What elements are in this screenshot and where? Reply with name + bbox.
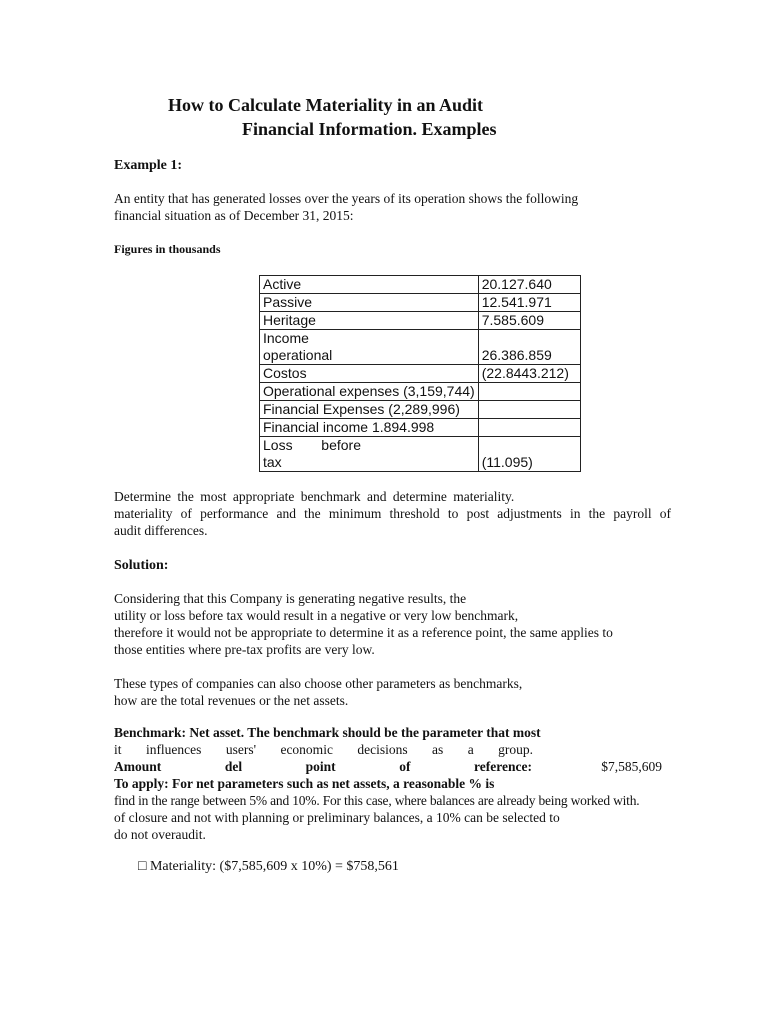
solution-line-3: therefore it would not be appropriate to determine it as a reference point, the same applies to xyxy=(114,625,613,640)
word: it xyxy=(114,742,122,757)
table-cell-value: (11.095) xyxy=(478,437,580,472)
table-cell-label xyxy=(260,330,479,365)
table-cell-label xyxy=(260,383,479,401)
table-cell-value: (22.8443.212) xyxy=(478,365,580,383)
determine-paragraph xyxy=(114,488,671,539)
table-cell-label: Heritage xyxy=(260,312,479,330)
table-cell-value xyxy=(478,419,580,437)
solution-line-4: those entities where pre-tax profits are very low. xyxy=(114,642,375,657)
determine-line-1: Determine the most appropriate benchmark and determine materiality. xyxy=(114,489,515,504)
example-heading: Example 1: xyxy=(114,158,183,173)
table-cell-value xyxy=(478,383,580,401)
intro-paragraph xyxy=(114,190,674,224)
solution-heading: Solution: xyxy=(114,558,169,573)
amount-reference-label xyxy=(114,758,532,775)
word: influences xyxy=(145,742,202,757)
intro-line-2: financial situation as of December 31, 2015: xyxy=(114,208,354,223)
solution-paragraph xyxy=(114,590,674,658)
table-cell-label xyxy=(260,419,479,437)
title-line-2: Financial Information. Examples xyxy=(242,119,497,139)
table-cell-value: 26.386.859 xyxy=(478,330,580,365)
table-row xyxy=(260,330,581,365)
table-cell-value: 7.585.609 xyxy=(478,312,580,330)
solution-line-1: Considering that this Company is generating negative results, the xyxy=(114,591,467,606)
table-cell-label xyxy=(260,437,479,472)
table-cell-overflow-text: Operational expenses (3,159,744) xyxy=(263,383,475,399)
table-cell-overflow-text: Financial income 1.894.998 xyxy=(263,419,435,435)
word: Amount xyxy=(114,759,162,774)
benchmark-line: Benchmark: Net asset. The benchmark should be the parameter that most xyxy=(114,725,541,740)
table-cell-value: 12.541.971 xyxy=(478,294,580,312)
word: of xyxy=(399,759,411,774)
amount-reference-value: $7,585,609 xyxy=(601,759,662,774)
table-row xyxy=(260,419,581,437)
word: decisions xyxy=(357,742,408,757)
table-cell-label xyxy=(260,401,479,419)
word: del xyxy=(224,759,243,774)
overaudit-line: do not overaudit. xyxy=(114,827,206,842)
table-cell-label-line: Income xyxy=(263,330,309,346)
word: economic xyxy=(280,742,333,757)
table-cell-label-line xyxy=(263,437,361,454)
intro-line-1: An entity that has generated losses over the years of its operation shows the following xyxy=(114,191,579,206)
table-cell-value: 20.127.640 xyxy=(478,276,580,294)
title-line-1: How to Calculate Materiality in an Audit xyxy=(168,95,483,115)
closure-line: of closure and not with planning or preliminary balances, a 10% can be selected to xyxy=(114,810,560,825)
apply-line: To apply: For net parameters such as net assets, a reasonable % is xyxy=(114,776,495,791)
table-cell-value xyxy=(478,401,580,419)
table-row xyxy=(260,365,581,383)
table-cell-label-line: tax xyxy=(263,454,282,470)
benchmark-block xyxy=(114,724,694,843)
table-cell-label: Costos xyxy=(260,365,479,383)
table-cell-word: before xyxy=(321,437,361,453)
table-row xyxy=(260,401,581,419)
determine-line-2: materiality of performance and the minimum threshold to post adjustments in the payroll of xyxy=(114,506,671,521)
financial-table xyxy=(259,275,581,472)
word: a xyxy=(467,742,474,757)
table-row xyxy=(260,294,581,312)
word: point xyxy=(305,759,336,774)
figures-note: Figures in thousands xyxy=(114,242,221,256)
word: group. xyxy=(498,742,533,757)
materiality-result: □ Materiality: ($7,585,609 x 10%) = $758,561 xyxy=(138,859,399,874)
table-row xyxy=(260,437,581,472)
table-cell-label: Active xyxy=(260,276,479,294)
types-paragraph xyxy=(114,675,674,709)
benchmark-influence-line xyxy=(114,741,533,758)
table-row xyxy=(260,383,581,401)
word: reference: xyxy=(473,759,532,774)
table-row xyxy=(260,312,581,330)
types-line-2: how are the total revenues or the net assets. xyxy=(114,693,349,708)
table-cell-label: Passive xyxy=(260,294,479,312)
table-cell-word: Loss xyxy=(263,437,293,453)
amount-reference-line xyxy=(114,758,662,775)
types-line-1: These types of companies can also choose other parameters as benchmarks, xyxy=(114,676,523,691)
table-row xyxy=(260,276,581,294)
solution-line-2: utility or loss before tax would result in a negative or very low benchmark, xyxy=(114,608,519,623)
word: users' xyxy=(225,742,257,757)
determine-line-3: audit differences. xyxy=(114,523,208,538)
word: as xyxy=(432,742,444,757)
table-cell-label-line: operational xyxy=(263,347,333,363)
table-cell-overflow-text: Financial Expenses (2,289,996) xyxy=(263,401,460,417)
range-line: find in the range between 5% and 10%. For this case, where balances are already being worked with. xyxy=(114,793,640,808)
